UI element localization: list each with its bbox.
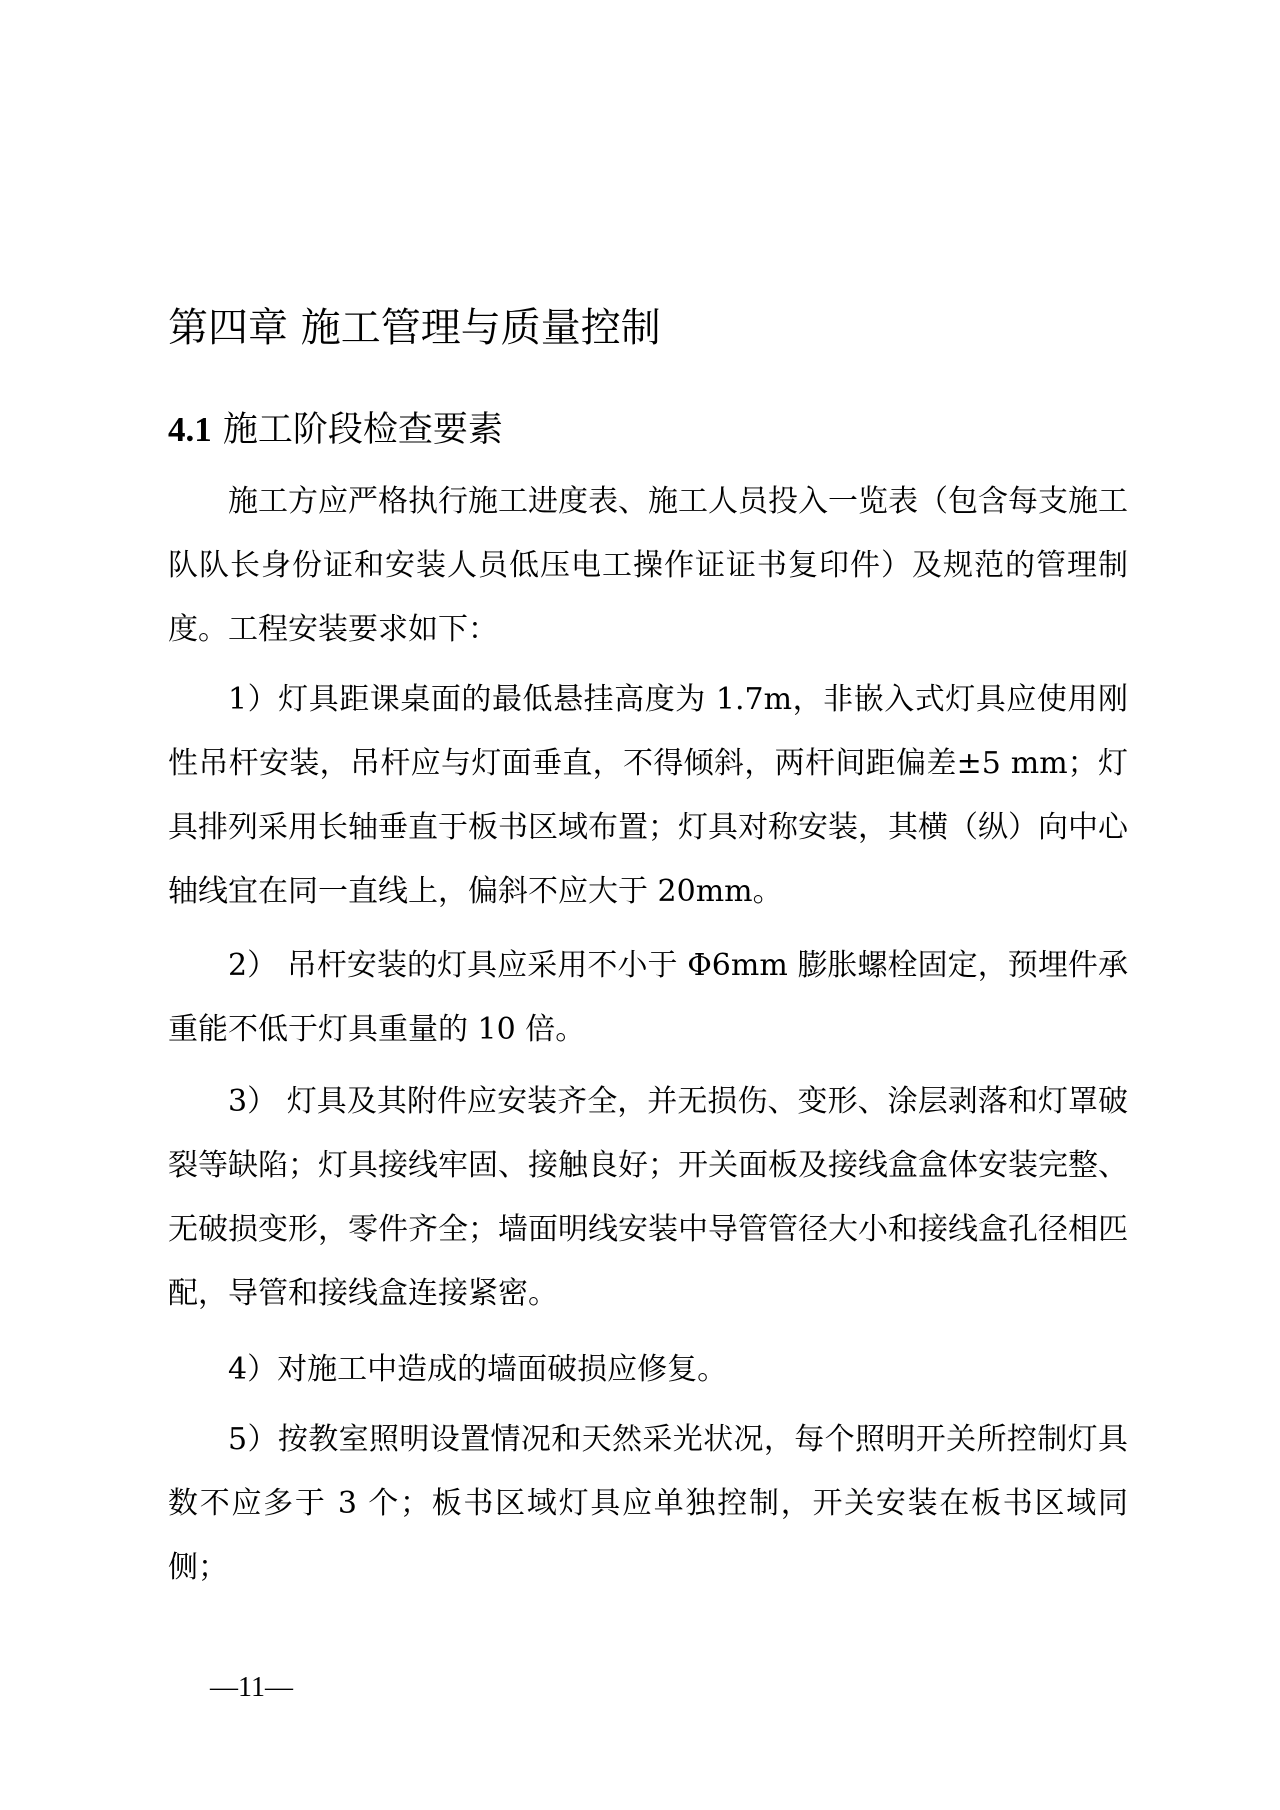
paragraph-item-3: 3） 灯具及其附件应安装齐全，并无损伤、变形、涂层剥落和灯罩破裂等缺陷；灯具接线牢固、接触良好；开关面板及接线盒盒体安装完整、无破损变形，零件齐全；墙面明线安装中导管管径大小和接线盒孔径相匹配，导管和接线盒连接紧密。 [168,1084,1128,1311]
paragraph-item-1: 1）灯具距课桌面的最低悬挂高度为 1.7m，非嵌入式灯具应使用刚性吊杆安装，吊杆应与灯面垂直，不得倾斜，两杆间距偏差±5 mm；灯具排列采用长轴垂直于板书区域布置；灯具对称安装，其横（纵）向中心轴线宜在同一直线上，偏斜不应大于 20mm。 [168,682,1128,909]
chapter-title: 第四章 施工管理与质量控制 [168,305,661,351]
paragraph-item-4: 4）对施工中造成的墙面破损应修复。 [228,1352,728,1387]
section-title: 施工阶段检查要素 [211,410,503,450]
page-number: —11— [210,1672,293,1703]
paragraph-intro: 施工方应严格执行施工进度表、施工人员投入一览表（包含每支施工队队长身份证和安装人员低压电工操作证证书复印件）及规范的管理制度。工程安装要求如下： [168,484,1128,647]
paragraph-item-5: 5）按教室照明设置情况和天然采光状况，每个照明开关所控制灯具数不应多于 3 个；板书区域灯具应单独控制，开关安装在板书区域同侧； [168,1422,1128,1585]
paragraph-item-2: 2） 吊杆安装的灯具应采用不小于 Φ6mm 膨胀螺栓固定，预埋件承重能不低于灯具重量的 10 倍。 [168,948,1128,1047]
section-heading [168,405,503,455]
section-number: 4.1 [168,410,212,449]
